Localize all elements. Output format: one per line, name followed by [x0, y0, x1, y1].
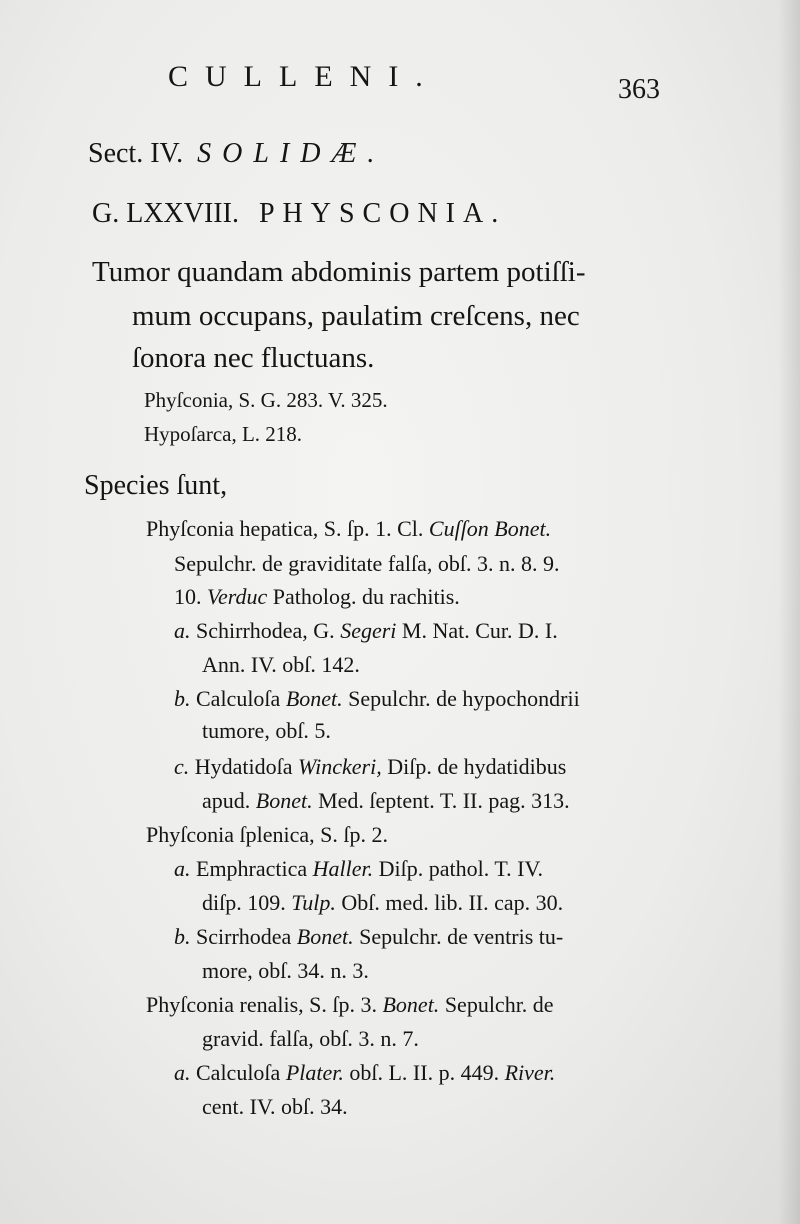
entry-line — [174, 1062, 555, 1084]
entry-line — [174, 586, 460, 608]
synonym-line: Hypoſarca, L. 218. — [144, 422, 303, 446]
entry-text: Diſp. de hydatidibus — [381, 754, 567, 779]
entry-text: Med. ſeptent. T. II. pag. 313. — [312, 788, 570, 813]
entry-line: gravid. falſa, obſ. 3. n. 7. — [202, 1026, 419, 1051]
section-heading — [88, 140, 385, 168]
definition-line: Tumor quandam abdominis partem potiſſi- — [92, 256, 586, 288]
author-name: Bonet. — [382, 992, 440, 1017]
genus-number: G. LXXVIII. — [92, 198, 239, 229]
author-name: Winckeri, — [298, 754, 382, 779]
variety-letter: a. — [174, 1060, 191, 1085]
entry-text: Scirrhodea — [190, 924, 297, 949]
entry-text: apud. — [202, 788, 256, 813]
author-name: Bonet. — [296, 924, 354, 949]
definition-line: mum occupans, paulatim creſcens, nec — [132, 300, 580, 332]
entry-text: obſ. L. II. p. 449. — [343, 1060, 505, 1085]
variety-letter: c. — [174, 754, 190, 779]
synonym-line: Phyſconia, S. G. 283. V. 325. — [144, 388, 388, 412]
running-head: CULLENI. — [168, 60, 440, 93]
entry-text: Emphractica — [190, 856, 313, 881]
author-name: Tulp. — [291, 890, 336, 915]
entry-text: Patholog. du rachitis. — [267, 584, 460, 609]
section-label: Sect. IV. — [88, 138, 184, 169]
author-name: Cuſſon Bonet. — [428, 516, 552, 541]
entry-line — [146, 518, 551, 540]
entry-text: Obſ. med. lib. II. cap. 30. — [335, 890, 564, 915]
species-heading: Species ſunt, — [84, 470, 228, 501]
entry-line — [146, 994, 554, 1016]
page-edge-shadow — [778, 0, 800, 1224]
author-name: Plater. — [285, 1060, 344, 1085]
entry-line: more, obſ. 34. n. 3. — [202, 958, 369, 983]
entry-line: cent. IV. obſ. 34. — [202, 1094, 348, 1119]
entry-text: Diſp. pathol. T. IV. — [373, 856, 544, 881]
genus-heading — [92, 200, 506, 228]
entry-text: Phyſconia renalis, S. ſp. 3. — [146, 992, 383, 1017]
entry-text: M. Nat. Cur. D. I. — [396, 618, 558, 643]
section-name: SOLIDÆ. — [197, 138, 386, 169]
entry-line — [174, 756, 566, 778]
page-number: 363 — [618, 74, 660, 105]
entry-line — [202, 790, 570, 812]
entry-text: Sepulchr. de ventris tu- — [353, 924, 564, 949]
entry-line: Sepulchr. de graviditate falſa, obſ. 3. n. 8. 9. — [174, 551, 560, 576]
author-name: Verduc — [207, 584, 268, 609]
entry-text: Calculoſa — [190, 686, 286, 711]
variety-letter: a. — [174, 618, 191, 643]
entry-line: Phyſconia ſplenica, S. ſp. 2. — [146, 822, 388, 847]
entry-line — [202, 892, 563, 914]
entry-text: 10. — [174, 584, 207, 609]
definition-line: ſonora nec fluctuans. — [132, 342, 375, 374]
variety-letter: b. — [174, 924, 191, 949]
author-name: Haller. — [312, 856, 374, 881]
author-name: Bonet. — [285, 686, 343, 711]
entry-text: diſp. 109. — [202, 890, 292, 915]
entry-text: Schirrhodea, G. — [190, 618, 341, 643]
entry-line — [174, 620, 558, 642]
author-name: Segeri — [340, 618, 397, 643]
author-name: Bonet. — [255, 788, 313, 813]
variety-letter: a. — [174, 856, 191, 881]
entry-line: tumore, obſ. 5. — [202, 718, 331, 743]
author-name: River. — [504, 1060, 556, 1085]
variety-letter: b. — [174, 686, 191, 711]
entry-line — [174, 858, 543, 880]
entry-text: Calculoſa — [190, 1060, 286, 1085]
entry-line — [174, 926, 563, 948]
entry-line — [174, 688, 580, 710]
entry-line: Ann. IV. obſ. 142. — [202, 652, 360, 677]
entry-text: Sepulchr. de hypochondrii — [342, 686, 580, 711]
entry-text: Phyſconia hepatica, S. ſp. 1. Cl. — [146, 516, 429, 541]
entry-text: Hydatidoſa — [189, 754, 299, 779]
genus-name: PHYSCONIA. — [258, 198, 507, 229]
entry-text: Sepulchr. de — [439, 992, 554, 1017]
